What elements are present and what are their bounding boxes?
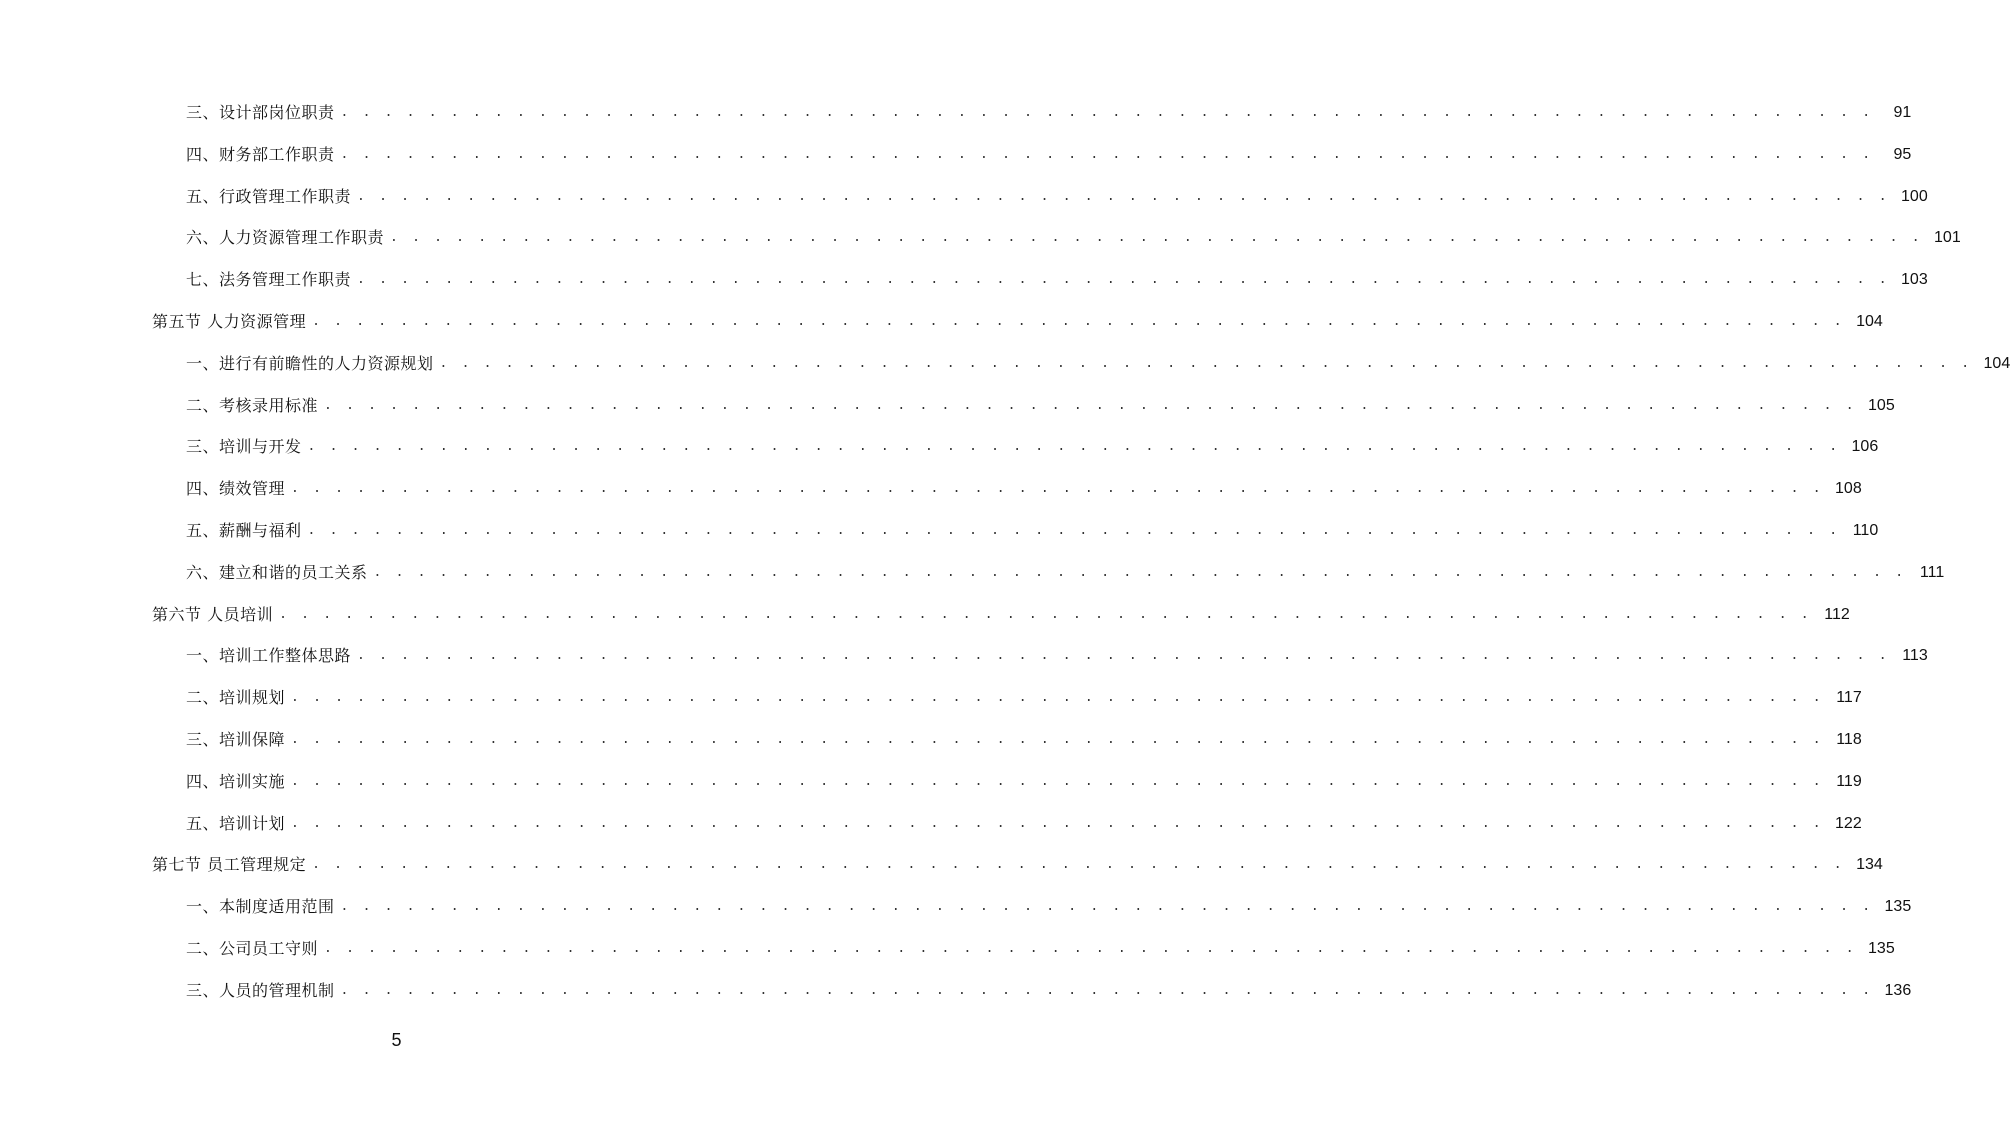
toc-dot-leader: . . . . . . . . . . . . . . . . . . . . . . . . . . . . . . . . . . . . . . . . . . . . . . . . . . . . . . . . . . . . . . . . . . . . . . [312,314,1845,329]
toc-entry[interactable] [0,850,1883,880]
toc-entry-title: 二、考核录用标准 [186,395,319,415]
toc-entry-page-number: 112 [1824,605,1850,623]
toc-entry[interactable] [0,307,1883,337]
toc-dot-leader: . . . . . . . . . . . . . . . . . . . . . . . . . . . . . . . . . . . . . . . . . . . . . . . . . . . . . . . . . . . . . . . . . . . . . . [291,815,1824,831]
toc-entry-title: 一、本制度适用范围 [186,897,335,917]
toc-entry-title: 一、进行有前瞻性的人力资源规划 [186,353,434,373]
toc-entry[interactable] [0,98,1912,128]
toc-entry-title: 六、建立和谐的员工关系 [186,562,368,582]
toc-entry-page-number: 95 [1893,145,1912,163]
toc-entry[interactable] [0,516,1879,546]
toc-entry-page-number: 119 [1836,772,1862,790]
toc-dot-leader: . . . . . . . . . . . . . . . . . . . . . . . . . . . . . . . . . . . . . . . . . . . . . . . . . . . . . . . . . . . . . . . . . . . . . . [291,690,1824,706]
toc-dot-leader: . . . . . . . . . . . . . . . . . . . . . . . . . . . . . . . . . . . . . . . . . . . . . . . . . . . . . . . . . . . . . . . . . . . . . . [439,355,1973,371]
toc-dot-leader: . . . . . . . . . . . . . . . . . . . . . . . . . . . . . . . . . . . . . . . . . . . . . . . . . . . . . . . . . . . . . . . . . . . . . . [340,899,1874,915]
toc-entry-page-number: 100 [1901,187,1928,205]
toc-dot-leader: . . . . . . . . . . . . . . . . . . . . . . . . . . . . . . . . . . . . . . . . . . . . . . . . . . . . . . . . . . . . . . . . . . . . . . [291,481,1824,497]
toc-entry[interactable] [0,558,1945,588]
toc-entry-page-number: 108 [1835,480,1862,498]
toc-dot-leader: . . . . . . . . . . . . . . . . . . . . . . . . . . . . . . . . . . . . . . . . . . . . . . . . . . . . . . . . . . . . . . . . . . . . . . [357,272,1890,288]
toc-entry[interactable] [0,474,1862,504]
toc-entry-page-number: 106 [1851,438,1879,456]
toc-entry-page-number: 135 [1884,898,1912,916]
toc-entry-title: 第五节 人力资源管理 [152,312,307,331]
toc-entry-page-number: 105 [1868,396,1895,414]
toc-entry-page-number: 113 [1902,647,1928,665]
toc-dot-leader: . . . . . . . . . . . . . . . . . . . . . . . . . . . . . . . . . . . . . . . . . . . . . . . . . . . . . . . . . . . . . . . . . . . . . . [279,606,1812,622]
toc-entry-title: 四、绩效管理 [186,479,286,499]
toc-entry[interactable] [0,976,1912,1006]
toc-entry[interactable] [0,182,1928,212]
toc-entry[interactable] [0,600,1850,630]
toc-entry-page-number: 104 [1856,313,1883,330]
toc-entry-page-number: 101 [1934,229,1961,247]
toc-dot-leader: . . . . . . . . . . . . . . . . . . . . . . . . . . . . . . . . . . . . . . . . . . . . . . . . . . . . . . . . . . . . . . . . . . . . . . [357,648,1890,664]
toc-entry-title: 三、培训保障 [186,730,286,749]
toc-entry-page-number: 122 [1835,814,1862,832]
toc-dot-leader: . . . . . . . . . . . . . . . . . . . . . . . . . . . . . . . . . . . . . . . . . . . . . . . . . . . . . . . . . . . . . . . . . . . . . . [307,439,1841,455]
toc-entry-title: 二、培训规划 [186,688,286,708]
toc-entry-title: 三、人员的管理机制 [186,980,335,1000]
toc-dot-leader: . . . . . . . . . . . . . . . . . . . . . . . . . . . . . . . . . . . . . . . . . . . . . . . . . . . . . . . . . . . . . . . . . . . . . . [357,188,1890,204]
toc-entry-title: 一、培训工作整体思路 [186,646,352,666]
toc-entry[interactable] [0,934,1895,964]
toc-entry-page-number: 104 [1983,354,2010,372]
toc-dot-leader: . . . . . . . . . . . . . . . . . . . . . . . . . . . . . . . . . . . . . . . . . . . . . . . . . . . . . . . . . . . . . . . . . . . . . . [390,230,1923,246]
toc-dot-leader: . . . . . . . . . . . . . . . . . . . . . . . . . . . . . . . . . . . . . . . . . . . . . . . . . . . . . . . . . . . . . . . . . . . . . . [340,105,1874,120]
toc-entry-page-number: 118 [1836,731,1862,748]
toc-entry-page-number: 103 [1901,271,1928,289]
toc-entry[interactable] [0,641,1928,671]
toc-entry-title: 三、培训与开发 [186,437,302,457]
toc-entry[interactable] [0,725,1862,755]
toc-entry-page-number: 134 [1856,856,1883,874]
page-number: 5 [391,1030,402,1050]
toc-dot-leader: . . . . . . . . . . . . . . . . . . . . . . . . . . . . . . . . . . . . . . . . . . . . . . . . . . . . . . . . . . . . . . . . . . . . . . [291,773,1824,789]
toc-entry-title: 四、培训实施 [186,771,286,791]
toc-dot-leader: . . . . . . . . . . . . . . . . . . . . . . . . . . . . . . . . . . . . . . . . . . . . . . . . . . . . . . . . . . . . . . . . . . . . . . [291,732,1824,747]
toc-entry-page-number: 111 [1919,563,1945,581]
toc-entry-title: 五、培训计划 [186,813,286,833]
toc-entry[interactable] [0,140,1912,170]
toc-entry-title: 二、公司员工守则 [186,939,319,958]
toc-entry-page-number: 136 [1884,981,1912,999]
toc-entry-page-number: 135 [1868,940,1895,957]
toc-dot-leader: . . . . . . . . . . . . . . . . . . . . . . . . . . . . . . . . . . . . . . . . . . . . . . . . . . . . . . . . . . . . . . . . . . . . . . [340,982,1874,998]
toc-entry[interactable] [0,349,2010,379]
toc-entry-title: 第七节 员工管理规定 [152,855,307,875]
toc-entry-title: 五、薪酬与福利 [186,521,302,540]
toc-dot-leader: . . . . . . . . . . . . . . . . . . . . . . . . . . . . . . . . . . . . . . . . . . . . . . . . . . . . . . . . . . . . . . . . . . . . . . [340,146,1874,162]
toc-entry[interactable] [0,767,1862,797]
toc-dot-leader: . . . . . . . . . . . . . . . . . . . . . . . . . . . . . . . . . . . . . . . . . . . . . . . . . . . . . . . . . . . . . . . . . . . . . . [324,397,1857,413]
toc-dot-leader: . . . . . . . . . . . . . . . . . . . . . . . . . . . . . . . . . . . . . . . . . . . . . . . . . . . . . . . . . . . . . . . . . . . . . . [312,857,1845,873]
toc-entry[interactable] [0,892,1912,922]
toc-dot-leader: . . . . . . . . . . . . . . . . . . . . . . . . . . . . . . . . . . . . . . . . . . . . . . . . . . . . . . . . . . . . . . . . . . . . . . [373,564,1907,580]
toc-dot-leader: . . . . . . . . . . . . . . . . . . . . . . . . . . . . . . . . . . . . . . . . . . . . . . . . . . . . . . . . . . . . . . . . . . . . . . [324,941,1857,956]
toc-entry[interactable] [0,809,1862,839]
toc-entry-page-number: 91 [1893,104,1912,121]
toc-entry-title: 四、财务部工作职责 [186,144,335,164]
toc-entry[interactable] [0,391,1895,421]
toc-entry-page-number: 110 [1852,522,1879,539]
toc-entry-page-number: 117 [1836,689,1862,707]
toc-entry-title: 第六节 人员培训 [152,604,274,624]
toc-dot-leader: . . . . . . . . . . . . . . . . . . . . . . . . . . . . . . . . . . . . . . . . . . . . . . . . . . . . . . . . . . . . . . . . . . . . . . [307,523,1841,538]
toc-entry-title: 六、人力资源管理工作职责 [186,228,385,248]
toc-entry[interactable] [0,223,1961,253]
toc-entry[interactable] [0,432,1879,462]
toc-entry[interactable] [0,683,1862,713]
toc-entry-title: 五、行政管理工作职责 [186,186,352,206]
toc-entry-title: 七、法务管理工作职责 [186,270,352,290]
toc-entry[interactable] [0,265,1928,295]
toc-entry-title: 三、设计部岗位职责 [186,103,335,122]
